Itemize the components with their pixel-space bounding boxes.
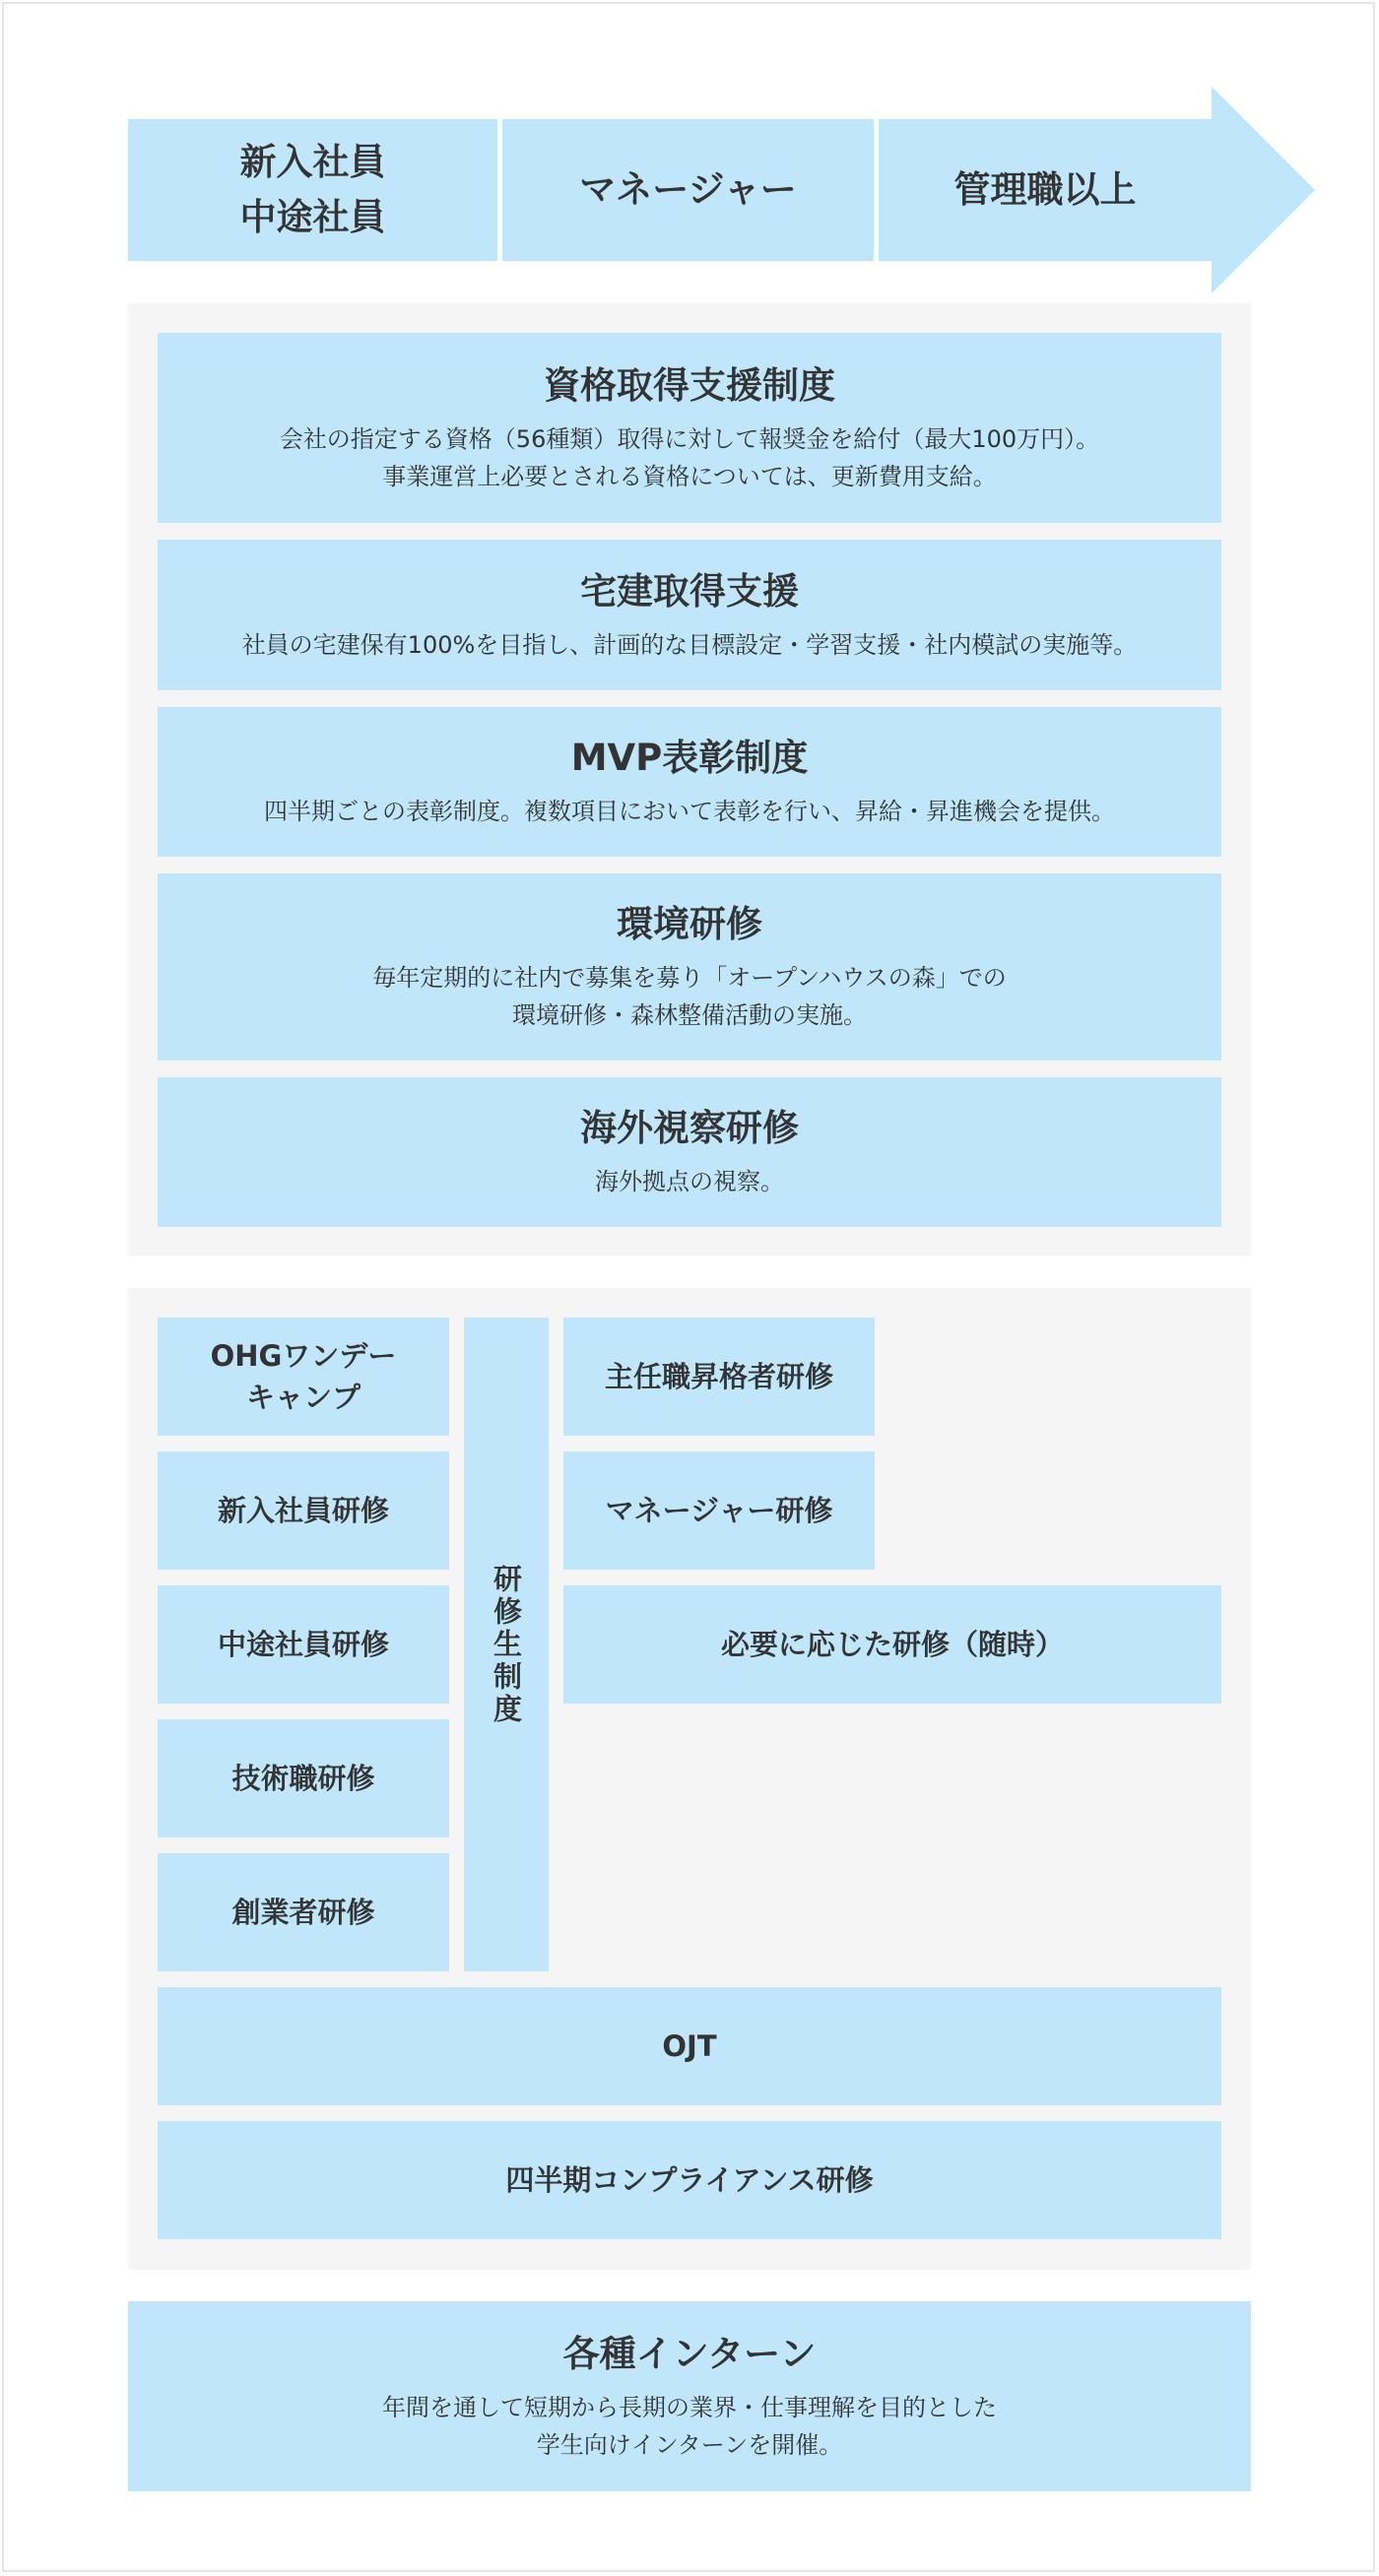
system-card-desc-line: 毎年定期的に社内で募集を募り「オープンハウスの森」での: [372, 964, 1007, 992]
training-chief-promotion: [563, 1318, 875, 1436]
system-card-desc: [280, 420, 1099, 495]
training-ojt: [158, 1987, 1221, 2105]
training-item-founder: [158, 1853, 449, 1971]
internship-desc: [382, 2389, 997, 2464]
system-card-title: 海外視察研修: [580, 1107, 799, 1149]
stage-manager: [502, 119, 874, 261]
training-as-needed-label: 必要に応じた研修（随時）: [720, 1628, 1064, 1661]
system-card-title: 宅建取得支援: [580, 569, 799, 612]
system-card-desc-line: 環境研修・森林整備活動の実施。: [511, 1001, 867, 1029]
training-compliance: [158, 2121, 1221, 2239]
training-ojt-label: OJT: [662, 2029, 717, 2063]
system-card-desc-line: 事業運営上必要とされる資格については、更新費用支給。: [382, 462, 997, 490]
system-card-title: MVP表彰制度: [570, 737, 809, 779]
stage-newcomer: [128, 119, 497, 261]
system-card-title: 環境研修: [617, 903, 762, 945]
training-item-line: キャンプ: [245, 1381, 361, 1414]
training-item-new-employee: [158, 1451, 449, 1570]
internship-card: [128, 2301, 1251, 2491]
training-item-technical: [158, 1719, 449, 1837]
system-card-desc: [264, 793, 1115, 830]
stage-newcomer-line1: 新入社員: [239, 141, 386, 183]
stage-executive-label: 管理職以上: [953, 168, 1137, 211]
stage-executive: [879, 119, 1212, 261]
training-item-line: 技術職研修: [231, 1762, 375, 1795]
system-card-mvp: [158, 707, 1221, 857]
training-as-needed: [563, 1585, 1221, 1704]
system-card-desc: [595, 1163, 784, 1200]
internship-desc-line: 年間を通して短期から長期の業界・仕事理解を目的とした: [382, 2393, 997, 2421]
internship-desc-line: 学生向けインターンを開催。: [536, 2430, 843, 2459]
internship-title: 各種インターン: [562, 2332, 817, 2375]
system-card-desc: [242, 626, 1138, 664]
training-compliance-label: 四半期コンプライアンス研修: [505, 2163, 874, 2197]
system-card-desc: [372, 959, 1006, 1034]
training-manager: [563, 1451, 875, 1570]
training-item-ohg-camp: [158, 1318, 449, 1436]
system-card-qualification: [158, 333, 1221, 523]
system-card-desc-line: 社員の宅建保有100%を目指し、計画的な目標設定・学習支援・社内模試の実施等。: [241, 630, 1138, 659]
training-item-mid-career: [158, 1585, 449, 1704]
training-item-line: 創業者研修: [231, 1896, 375, 1929]
trainee-system-label: 研修生制度: [490, 1563, 523, 1726]
trainee-system-bar: [464, 1318, 549, 1971]
training-chief-promotion-label: 主任職昇格者研修: [604, 1360, 833, 1393]
training-item-line: OHGワンデー: [210, 1339, 397, 1373]
system-card-takken: [158, 540, 1221, 690]
stage-manager-label: マネージャー: [579, 168, 797, 211]
system-card-title: 資格取得支援制度: [544, 363, 835, 407]
training-item-line: 新入社員研修: [217, 1494, 389, 1527]
system-card-desc-line: 会社の指定する資格（56種類）取得に対して報奨金を給付（最大100万円）。: [279, 424, 1100, 453]
training-manager-label: マネージャー研修: [605, 1494, 833, 1527]
system-card-desc-line: 海外拠点の視察。: [595, 1168, 784, 1195]
system-card-desc-line: 四半期ごとの表彰制度。複数項目において表彰を行い、昇給・昇進機会を提供。: [264, 798, 1115, 825]
stage-newcomer-line2: 中途社員: [239, 196, 386, 238]
system-card-environment: [158, 873, 1221, 1061]
training-item-line: 中途社員研修: [217, 1628, 389, 1661]
system-card-overseas: [158, 1077, 1221, 1227]
